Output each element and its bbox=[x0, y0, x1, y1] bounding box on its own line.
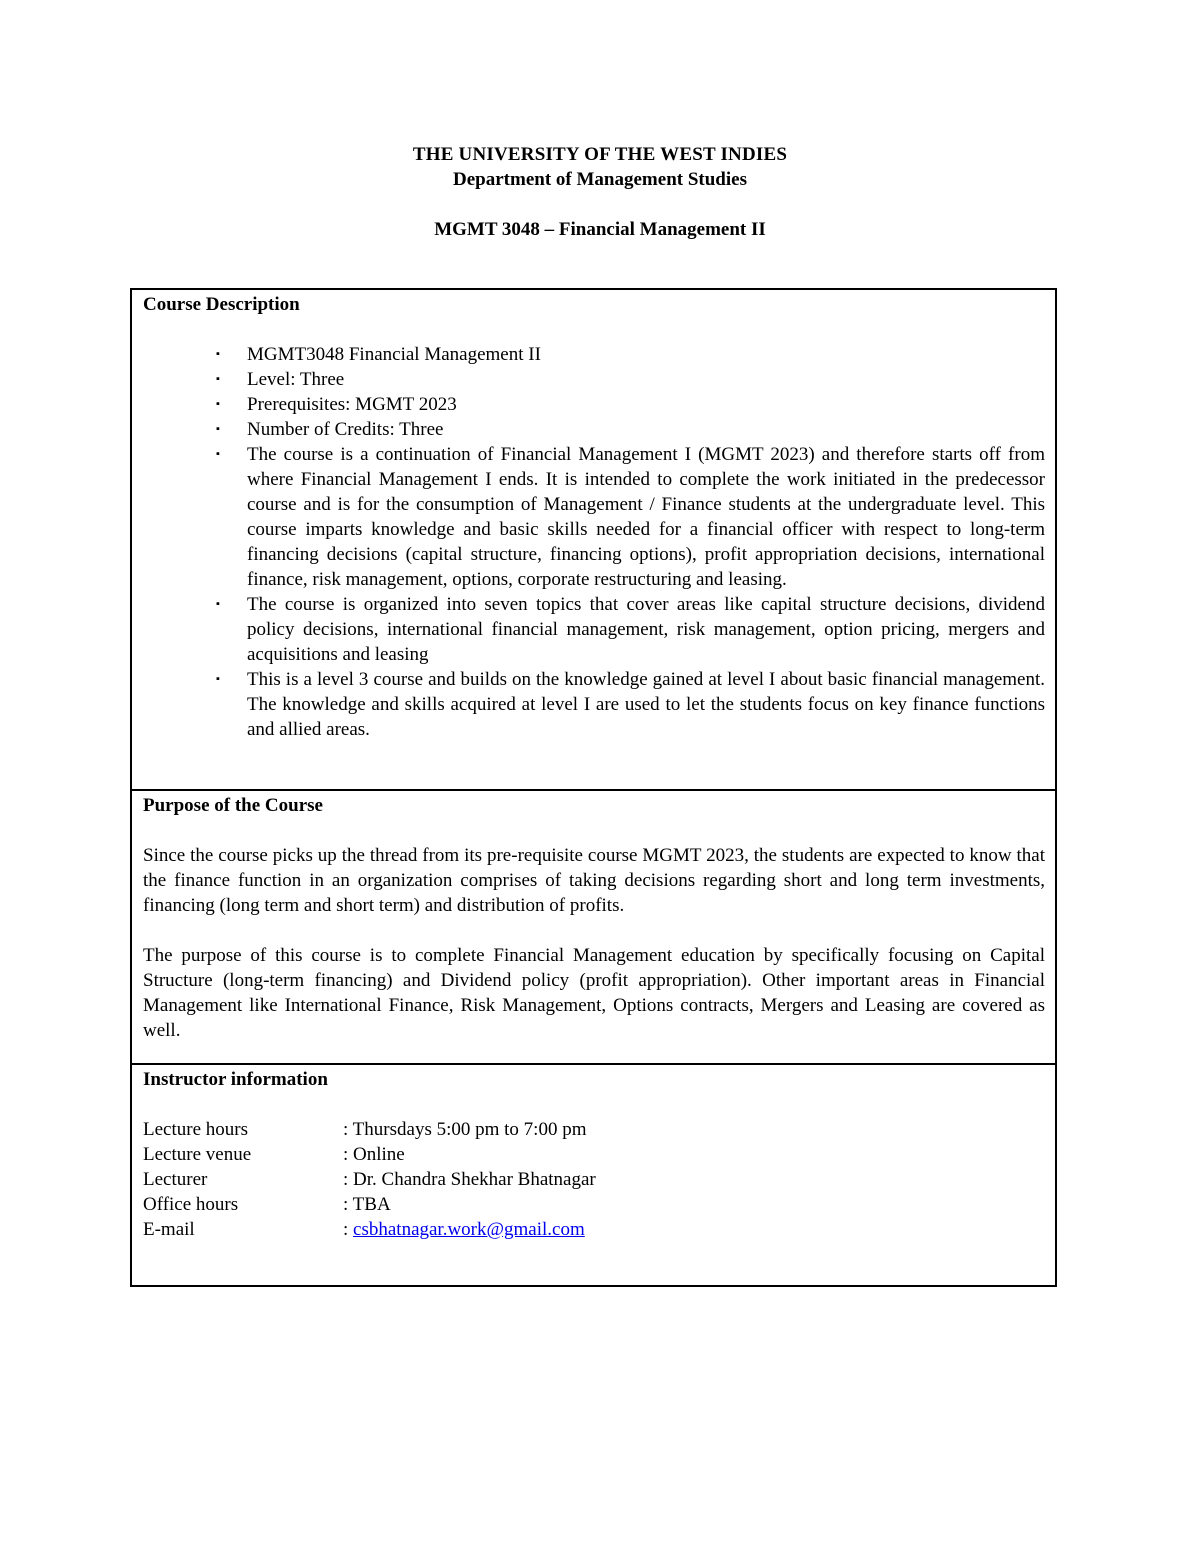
table-row bbox=[143, 1192, 596, 1217]
list-item-text: The course is a continuation of Financial Management I (MGMT 2023) and therefore starts off from where Financial Management I ends. It is intended to complete the work initiated in the predecessor course and is for the consumption of Management / Finance students at the undergraduate level. This course imparts knowledge and basic skills needed for a financial officer with respect to long-term financing decisions (capital structure, financing options), profit appropriation decisions, international finance, risk management, options, corporate restructuring and leasing. bbox=[247, 444, 1045, 590]
document-header bbox=[0, 142, 1200, 242]
course-title: MGMT 3048 – Financial Management II bbox=[434, 219, 766, 240]
department-name: Department of Management Studies bbox=[453, 169, 747, 190]
list-item bbox=[143, 342, 1045, 367]
bullet-icon: ▪ bbox=[216, 373, 220, 385]
list-item bbox=[143, 442, 1045, 592]
list-item bbox=[143, 592, 1045, 667]
table-row bbox=[143, 1117, 596, 1142]
list-item bbox=[143, 392, 1045, 417]
bullet-icon: ▪ bbox=[216, 598, 220, 610]
course-description-section bbox=[132, 290, 1055, 789]
list-item-text: This is a level 3 course and builds on the knowledge gained at level I about basic financial management. The knowledge and skills acquired at level I are used to let the students focus on key finance functions and allied areas. bbox=[247, 669, 1045, 740]
row-label: Lecture hours bbox=[143, 1119, 248, 1140]
list-item bbox=[143, 367, 1045, 392]
table-row bbox=[143, 1167, 596, 1192]
row-value: : Dr. Chandra Shekhar Bhatnagar bbox=[343, 1169, 596, 1190]
table-row bbox=[143, 1217, 596, 1242]
row-value: : Online bbox=[343, 1144, 405, 1165]
row-value: : TBA bbox=[343, 1194, 391, 1215]
row-label: Lecture venue bbox=[143, 1144, 252, 1165]
instructor-section bbox=[132, 1063, 1055, 1285]
bullet-icon: ▪ bbox=[216, 673, 220, 685]
course-info-table bbox=[130, 288, 1057, 1287]
email-link[interactable]: csbhatnagar.work@gmail.com bbox=[353, 1219, 585, 1240]
purpose-title: Purpose of the Course bbox=[143, 795, 323, 816]
list-item-text: Level: Three bbox=[247, 369, 345, 390]
email-label: E-mail bbox=[143, 1219, 195, 1240]
purpose-paragraph: Since the course picks up the thread from its pre-requisite course MGMT 2023, the students are expected to know that the finance function in an organization comprises of taking decisions regarding short and long term investments, financing (long term and short term) and distribution of profits. bbox=[143, 845, 1045, 916]
list-item-text: The course is organized into seven topics that cover areas like capital structure decisions, dividend policy decisions, international financial management, risk management, option pricing, mergers and acquisitions and leasing bbox=[247, 594, 1045, 665]
purpose-section bbox=[132, 789, 1055, 1063]
course-description-title: Course Description bbox=[143, 294, 300, 315]
row-label: Lecturer bbox=[143, 1169, 208, 1190]
row-value: : Thursdays 5:00 pm to 7:00 pm bbox=[343, 1119, 587, 1140]
email-prefix: : bbox=[343, 1219, 354, 1240]
bullet-icon: ▪ bbox=[216, 348, 220, 360]
bullet-icon: ▪ bbox=[216, 448, 220, 460]
list-item bbox=[143, 417, 1045, 442]
row-label: Office hours bbox=[143, 1194, 239, 1215]
list-item-text: Prerequisites: MGMT 2023 bbox=[247, 394, 457, 415]
university-name: THE UNIVERSITY OF THE WEST INDIES bbox=[412, 144, 788, 165]
instructor-title: Instructor information bbox=[143, 1069, 328, 1090]
bullet-icon: ▪ bbox=[216, 398, 220, 410]
email-value bbox=[343, 1217, 596, 1242]
list-item-text: Number of Credits: Three bbox=[247, 419, 444, 440]
list-item bbox=[143, 667, 1045, 742]
instructor-details bbox=[143, 1117, 596, 1242]
list-item-text: MGMT3048 Financial Management II bbox=[247, 344, 541, 365]
purpose-paragraph: The purpose of this course is to complete Financial Management education by specifically focusing on Capital Structure (long-term financing) and Dividend policy (profit appropriation). Other important areas in Financial Management like International Finance, Risk Management, Options contracts, Mergers and Leasing are covered as well. bbox=[143, 945, 1045, 1041]
table-row bbox=[143, 1142, 596, 1167]
bullet-icon: ▪ bbox=[216, 423, 220, 435]
course-description-list bbox=[143, 342, 1045, 742]
